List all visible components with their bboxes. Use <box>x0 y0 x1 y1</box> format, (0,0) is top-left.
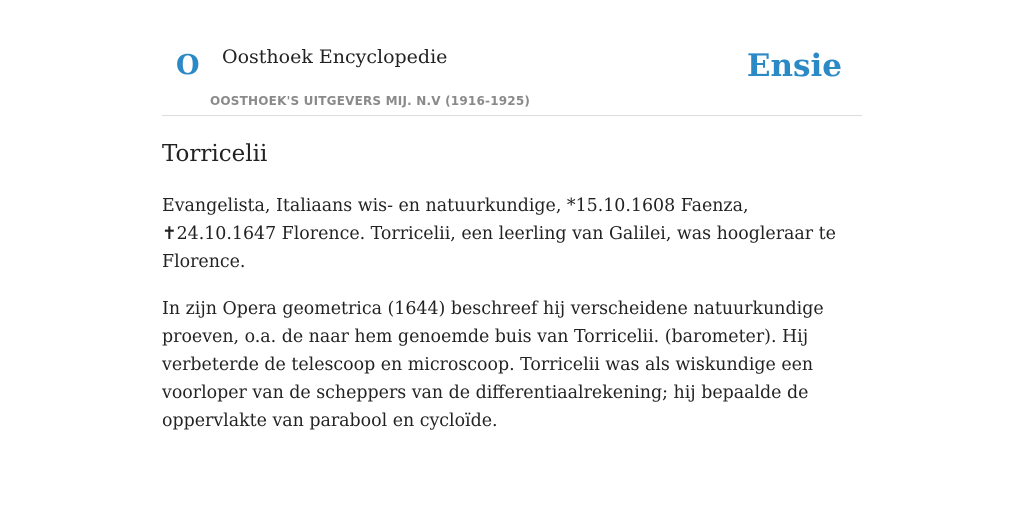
source-header <box>162 0 862 116</box>
oosthoek-logo[interactable]: O <box>176 50 200 81</box>
entry-body <box>162 192 862 454</box>
entry-title: Torricelii <box>162 141 268 167</box>
source-title[interactable]: Oosthoek Encyclopedie <box>222 46 448 68</box>
ensie-logo[interactable]: Ensie <box>746 48 842 84</box>
entry-paragraph: In zijn Opera geometrica (1644) beschreef hij verscheidene natuurkundige proeven, o.a. de naar hem genoemde buis van Torricelii. (barometer). Hij verbeterde de telescoop en microscoop. Torricelii was als wiskundige een voorloper van de scheppers van de differentiaalrekening; hij bepaalde de oppervlakte van parabool en cycloïde. <box>162 299 824 431</box>
entry-paragraph: Evangelista, Italiaans wis- en natuurkundige, *15.10.1608 Faenza, ✝24.10.1647 Florence. Torricelii, een leerling van Galilei, was hoogleraar te Florence. <box>162 196 836 272</box>
source-publisher: OOSTHOEK'S UITGEVERS MIJ. N.V (1916-1925) <box>210 94 531 108</box>
article-page <box>162 0 862 431</box>
